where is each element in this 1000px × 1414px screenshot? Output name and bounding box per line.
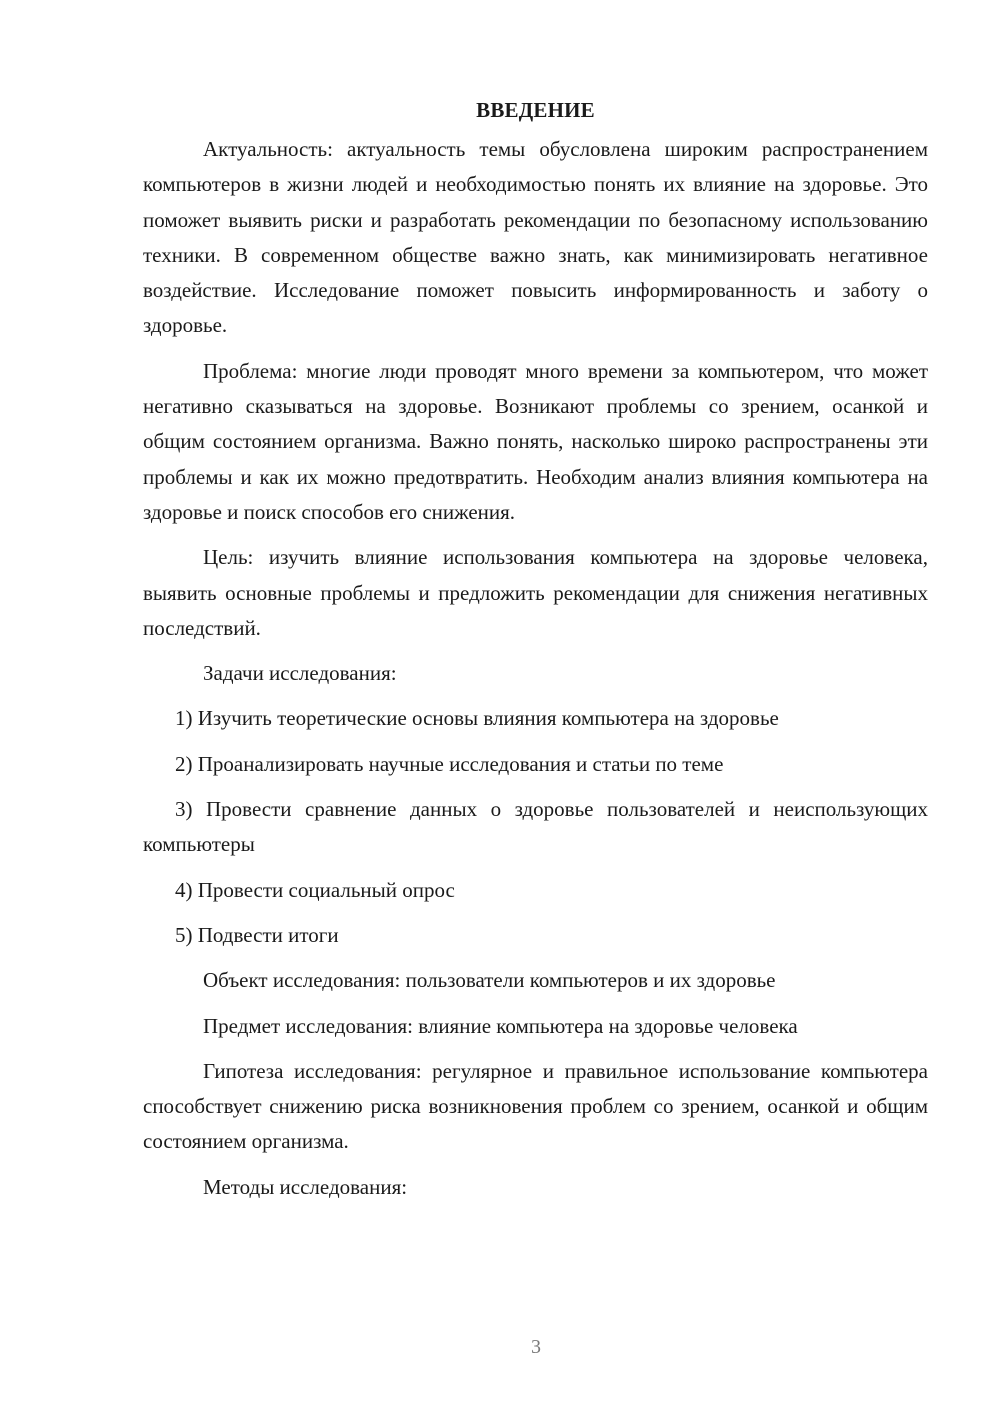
relevance-paragraph: Актуальность: актуальность темы обусловлена широким распространением компьютеров в жизни людей и необходимостью понять их влияние на здоровье. Это поможет выявить риски и разработать рекомендации по безопасному использованию техники. В современном обществе важно знать, как минимизировать негативное воздействие. Исследование поможет повысить информированность и заботу о здоровье.: [143, 137, 928, 338]
research-subject: Предмет исследования: влияние компьютера на здоровье человека: [203, 1013, 798, 1038]
research-object: Объект исследования: пользователи компьютеров и их здоровье: [203, 968, 776, 993]
page-number: 3: [531, 1336, 541, 1358]
tasks-title: Задачи исследования:: [203, 661, 397, 686]
task-item-3: 3) Провести сравнение данных о здоровье пользователей и неиспользующих компьютеры: [143, 797, 928, 857]
methods-title: Методы исследования:: [203, 1174, 408, 1199]
research-hypothesis: Гипотеза исследования: регулярное и правильное использование компьютера способствует снижению риска возникновения проблем со зрением, осанкой и общим состоянием организма.: [143, 1058, 928, 1154]
problem-paragraph: Проблема: многие люди проводят много времени за компьютером, что может негативно сказываться на здоровье. Возникают проблемы со зрением, осанкой и общим состоянием организма. Важно понять, насколько широко распространены эти проблемы и как их можно предотвратить. Необходим анализ влияния компьютера на здоровье и поиск способов его снижения.: [143, 358, 928, 524]
page-content: [143, 92, 928, 1215]
section-heading: ВВЕДЕНИЕ: [476, 98, 595, 122]
task-item-5: 5) Подвести итоги: [175, 922, 339, 947]
task-item-1: 1) Изучить теоретические основы влияния компьютера на здоровье: [175, 706, 779, 731]
goal-paragraph: Цель: изучить влияние использования компьютера на здоровье человека, выявить основные проблемы и предложить рекомендации для снижения негативных последствий.: [143, 545, 928, 640]
task-item-4: 4) Провести социальный опрос: [175, 877, 455, 902]
task-item-2: 2) Проанализировать научные исследования и статьи по теме: [175, 751, 724, 776]
